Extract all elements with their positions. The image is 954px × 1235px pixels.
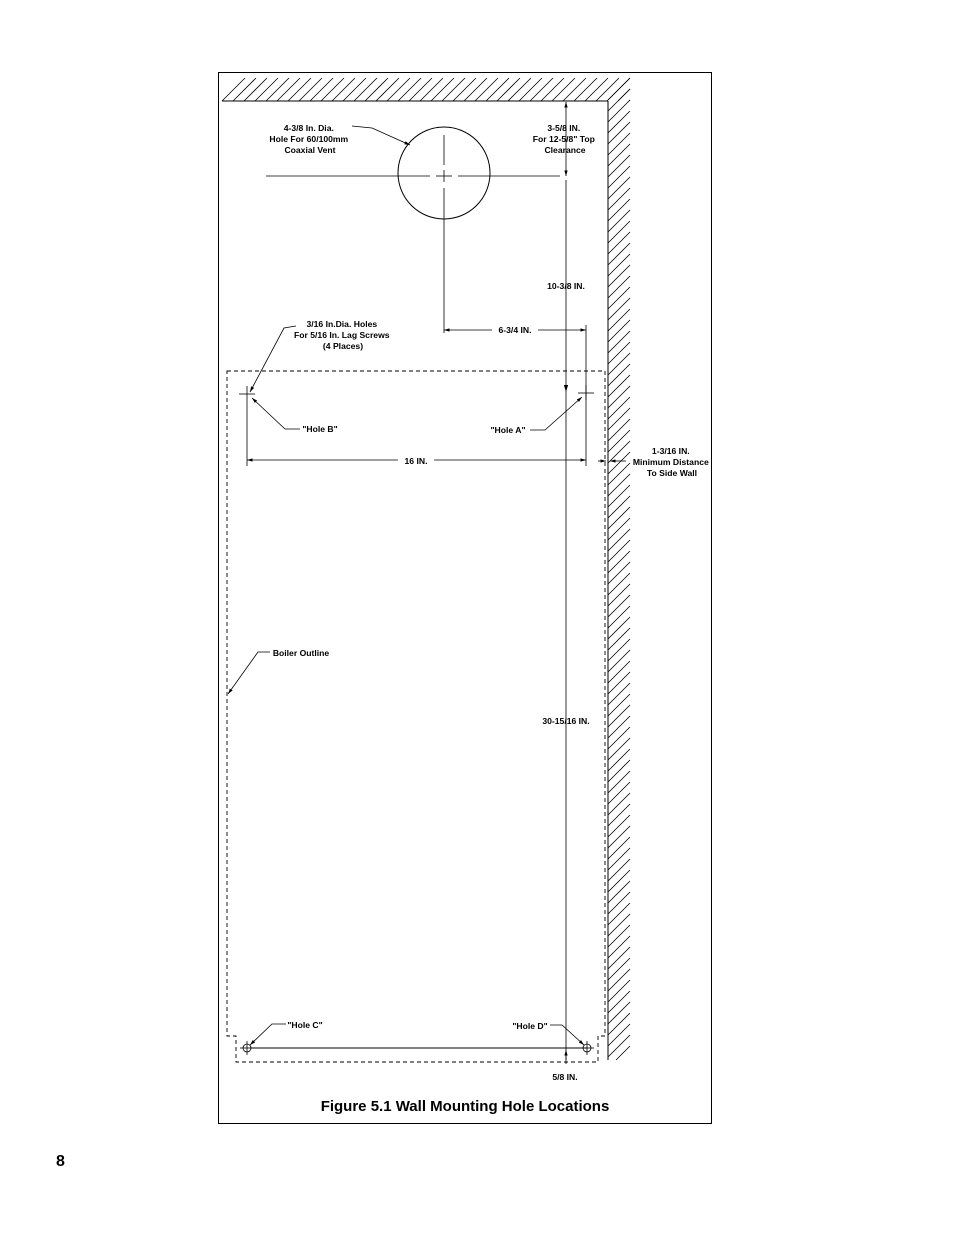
hatch-line [608, 430, 630, 452]
hatch-line [608, 221, 630, 243]
hatch-line [608, 848, 630, 870]
hatch-line [508, 78, 531, 101]
hatch-line [608, 540, 630, 562]
hatch-line [608, 287, 630, 309]
hatch-line [608, 298, 630, 320]
hatch-line [608, 111, 630, 133]
hatch-line [608, 397, 630, 419]
hatch-line [608, 727, 630, 749]
hatch-line [608, 573, 630, 595]
hatch-line [608, 199, 630, 221]
hatch-line [608, 947, 630, 969]
hatch-line [497, 78, 520, 101]
hatch-line [608, 749, 630, 771]
hatch-line [608, 353, 630, 375]
hatch-line [608, 606, 630, 628]
hatch-line [608, 661, 630, 683]
hatch-line [608, 870, 630, 892]
hatch-line [453, 78, 476, 101]
dim-5-8-label: 5/8 IN. [552, 1072, 578, 1082]
hatch-line [365, 78, 388, 101]
hatch-line [608, 364, 630, 386]
hatch-line [431, 78, 454, 101]
vent-hole-centerlines [266, 135, 560, 333]
hatch-line [608, 342, 630, 364]
hatch-line [608, 100, 630, 122]
hole-c-leader [250, 1024, 286, 1045]
hatch-line [608, 507, 630, 529]
hatch-line [608, 617, 630, 639]
hatch-line [608, 683, 630, 705]
hatch-line [574, 78, 597, 101]
hatch-line [475, 78, 498, 101]
hatch-line [541, 78, 564, 101]
hatch-line [321, 78, 344, 101]
hatch-line [608, 1013, 630, 1035]
hatch-line [608, 628, 630, 650]
hatch-line [608, 892, 630, 914]
hatch-line [398, 78, 421, 101]
page-number: 8 [56, 1153, 65, 1170]
hatch-line [608, 694, 630, 716]
hatch-line [608, 232, 630, 254]
hatch-line [608, 1035, 630, 1057]
hatch-line [608, 166, 630, 188]
hole-c-label: "Hole C" [287, 1020, 323, 1030]
hatch-line [608, 705, 630, 727]
hatch-line [608, 265, 630, 287]
hatch-line [387, 78, 410, 101]
hole-b-leader [252, 398, 300, 429]
hatch-line [608, 331, 630, 353]
hatch-line [608, 309, 630, 331]
hatch-line [608, 463, 630, 485]
hatch-line [608, 903, 630, 925]
hatch-line [608, 793, 630, 815]
hatch-line [530, 78, 553, 101]
hatch-line [596, 78, 619, 101]
hatch-line [222, 78, 245, 101]
hole-b-marker [239, 386, 255, 466]
hatch-line [608, 441, 630, 463]
hatch-line [608, 485, 630, 507]
hatch-line [608, 496, 630, 518]
hatch-line [608, 914, 630, 936]
hatch-line [616, 1046, 630, 1060]
hatch-line [608, 958, 630, 980]
hatch-line [608, 881, 630, 903]
hatch-line [608, 771, 630, 793]
hatch-line [608, 177, 630, 199]
hatch-line [608, 551, 630, 573]
hatch-line [608, 133, 630, 155]
hatch-line [608, 639, 630, 661]
hatch-line [608, 782, 630, 804]
hatch-line [266, 78, 289, 101]
hatch-line [608, 419, 630, 441]
hatch-line [608, 716, 630, 738]
hatch-line [608, 1024, 630, 1046]
hatch-line [608, 518, 630, 540]
hatch-line [608, 936, 630, 958]
dim-6-3-4-label: 6-3/4 IN. [498, 325, 532, 335]
hatch-line [608, 155, 630, 177]
boiler-outline-label: Boiler Outline [272, 648, 330, 658]
hatch-line [585, 78, 608, 101]
lag-holes-leader [250, 326, 296, 392]
hatch-line [332, 78, 355, 101]
hatch-line [608, 815, 630, 837]
hatch-line [608, 826, 630, 848]
hatch-line [608, 925, 630, 947]
hatch-line [409, 78, 432, 101]
hatch-line [608, 584, 630, 606]
hatch-line [608, 804, 630, 826]
hatch-line [255, 78, 278, 101]
hatch-line [299, 78, 322, 101]
hatch-line [608, 276, 630, 298]
hatch-line [608, 969, 630, 991]
hatch-line [233, 78, 256, 101]
hatch-line [608, 144, 630, 166]
hatch-line [552, 78, 575, 101]
hole-b-label: "Hole B" [302, 424, 338, 434]
hatch-line [486, 78, 509, 101]
hatch-line [608, 837, 630, 859]
hatch-line [608, 188, 630, 210]
hatch-line [277, 78, 300, 101]
boiler-outline-leader [228, 652, 270, 694]
hatch-line [608, 650, 630, 672]
hole-a-label: "Hole A" [490, 425, 526, 435]
hole-d-label: "Hole D" [512, 1021, 548, 1031]
dim-30-15-16-label: 30-15/16 IN. [542, 716, 590, 726]
hole-a-marker [578, 385, 594, 466]
dim-10-3-8-label: 10-3/8 IN. [547, 281, 585, 291]
dim-16-label: 16 IN. [404, 456, 428, 466]
lag-holes-label: 3/16 In.Dia. Holes For 5/16 In. Lag Screws (4 Places) [294, 319, 390, 351]
hatch-line [608, 980, 630, 1002]
hatch-line [608, 78, 630, 100]
hatch-line [608, 474, 630, 496]
hatch-line [608, 243, 630, 265]
hatch-line [608, 320, 630, 342]
hatch-line [464, 78, 487, 101]
hatch-line [519, 78, 542, 101]
hatch-line [608, 859, 630, 881]
figure-caption: Figure 5.1 Wall Mounting Hole Locations [320, 1098, 610, 1115]
hatch-line [608, 408, 630, 430]
top-clearance-label: 3-5/8 IN. For 12-5/8" Top Clearance [532, 123, 595, 155]
hatch-line [608, 595, 630, 617]
hatch-line [608, 991, 630, 1013]
hole-d-leader [550, 1025, 584, 1045]
hatch-line [420, 78, 443, 101]
hatch-line [563, 78, 586, 101]
hatch-line [608, 89, 630, 111]
hatch-line [244, 78, 267, 101]
dim-6-3-4-lines [444, 325, 586, 400]
hatch-line [310, 78, 333, 101]
hatch-line [608, 210, 630, 232]
wall-edges [222, 101, 608, 1060]
vent-hole-leader [352, 126, 410, 145]
hatch-line [608, 122, 630, 144]
hatch-line [608, 760, 630, 782]
hatch-line [376, 78, 399, 101]
hatch-line [608, 529, 630, 551]
hatch-line [608, 738, 630, 760]
hatch-line [608, 452, 630, 474]
wall-hatching [222, 78, 630, 1060]
hatch-line [354, 78, 377, 101]
hatch-line [608, 672, 630, 694]
hatch-line [608, 254, 630, 276]
hatch-line [608, 375, 630, 397]
hatch-line [608, 1002, 630, 1024]
hatch-line [442, 78, 465, 101]
vent-hole-label: 4-3/8 In. Dia. Hole For 60/100mm Coaxial Vent [269, 123, 349, 155]
hatch-line [608, 386, 630, 408]
hatch-line [608, 562, 630, 584]
hole-a-leader [530, 397, 582, 430]
hatch-line [343, 78, 366, 101]
hatch-line [288, 78, 311, 101]
side-wall-label: 1-3/16 IN. Minimum Distance To Side Wall [632, 446, 709, 478]
